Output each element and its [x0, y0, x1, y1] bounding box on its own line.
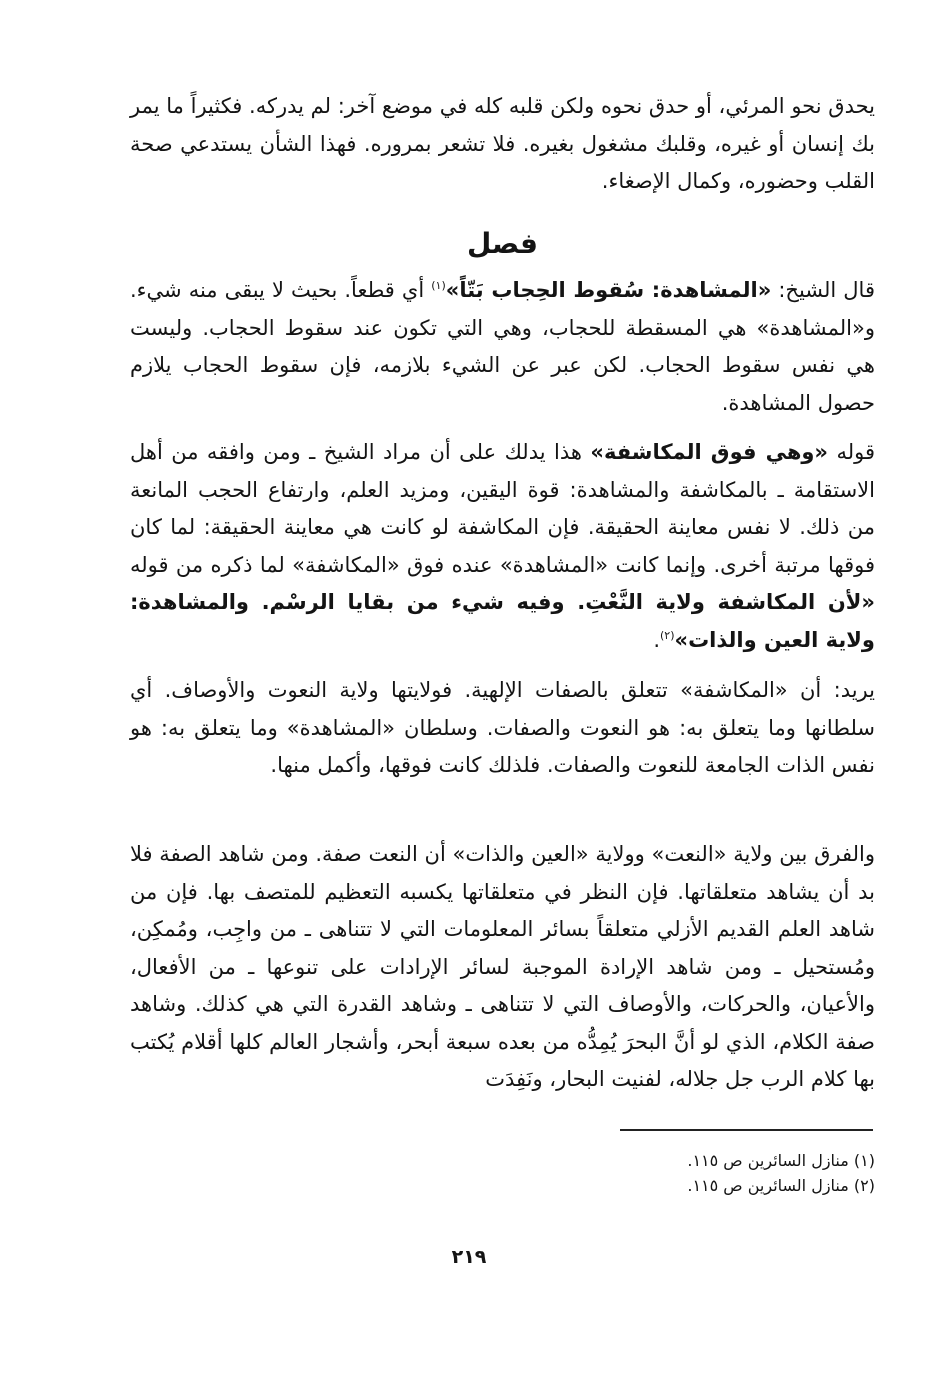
paragraph-2-text: هذا يدلك على أن مراد الشيخ ـ ومن وافقه من أهل الاستقامة ـ بالمكاشفة والمشاهدة: قوة اليقين، ومزيد العلم، وارتفاع الحجب المانعة من ذلك. لا نفس معاينة الحقيقة. فإن المكاشفة لو كانت هي معاينة الحقيقة: لما كان فوقها مرتبة أخرى. وإنما كانت «المشاهدة» عنده فوق «المكاشفة» لما ذكره من قوله [130, 440, 875, 577]
paragraph-2-lead: قوله [828, 440, 875, 464]
footnote-ref-1: (١) [431, 279, 446, 292]
section-heading: فصل [467, 227, 538, 260]
paragraph-3-text: يريد: أن «المكاشفة» تتعلق بالصفات الإلهية. فولايتها ولاية النعوت والأوصاف. أي سلطانها وما يتعلق به: هو النعوت والصفات. وسلطان «المشاهدة» وما يتعلق به: هو نفس الذات الجامعة للنعوت والصفات. فلذلك كانت فوقها، وأكمل منها. [130, 678, 875, 777]
footnote-1: (١) منازل السائرين ص ١١٥. [687, 1151, 875, 1170]
paragraph-4 [130, 836, 875, 1099]
paragraph-1-lead: قال الشيخ: [771, 278, 875, 302]
footnote-divider [620, 1129, 873, 1131]
paragraph-2-quote-1: «وهي فوق المكاشفة» [590, 440, 828, 464]
paragraph-1-quote: «المشاهدة: سُقوط الحِجاب بَتّاً» [445, 278, 772, 302]
paragraph-2-end: . [653, 627, 660, 652]
paragraph-1 [130, 272, 875, 422]
intro-paragraph [130, 88, 875, 201]
paragraph-1-text: أي قطعاً. بحيث لا يبقى منه شيء. و«المشاهدة» هي المسقطة للحجاب، وهي التي تكون عند سقوط الحجاب. وليست هي نفس سقوط الحجاب. لكن عبر عن الشيء بلازمه، فإن سقوط الحجاب يلازم حصول المشاهدة. [130, 278, 875, 415]
footnotes [130, 1148, 875, 1198]
footnote-2: (٢) منازل السائرين ص ١١٥. [687, 1176, 875, 1195]
intro-text: يحدق نحو المرئي، أو حدق نحوه ولكن قلبه كله في موضع آخر: لم يدركه. فكثيراً ما يمر بك إنسان أو غيره، وقلبك مشغول بغيره. فلا تشعر بمروره. فهذا الشأن يستدعي صحة القلب وحضوره، وكمال الإصغاء. [130, 94, 875, 193]
footnote-ref-2: (٢) [660, 628, 675, 642]
paragraph-3 [130, 672, 875, 785]
paragraph-2-quote-2: «لأن المكاشفة ولاية النَّعْتِ. وفيه شيء من بقايا الرسْم. والمشاهدة: ولاية العين والذات» [130, 590, 875, 652]
paragraph-4-text: والفرق بين ولاية «النعت» وولاية «العين والذات» أن النعت صفة. ومن شاهد الصفة فلا بد أن يشاهد متعلقاتها. فإن النظر في متعلقاتها يكسبه التعظيم للمتصف بها. فإن من شاهد العلم القديم الأزلي متعلقاً بسائر المعلومات التي لا تتناهى ـ من واجِب، ومُمكِن، ومُستحيل ـ ومن شاهد الإرادة الموجبة لسائر الإرادات على تنوعها ـ من الأفعال، والأعيان، والحركات، والأوصاف التي لا تتناهى ـ وشاهد القدرة التي هي كذلك. وشاهد صفة الكلام، الذي لو أنَّ البحرَ يُمِدُّه من بعده سبعة أبحر، وأشجار العالم كلها أقلام يُكتب بها كلام الرب جل جلاله، لفنيت البحار، ونَفِدَت [130, 842, 875, 1091]
paragraph-2 [130, 434, 875, 659]
page-number: ٢١٩ [451, 1246, 487, 1268]
